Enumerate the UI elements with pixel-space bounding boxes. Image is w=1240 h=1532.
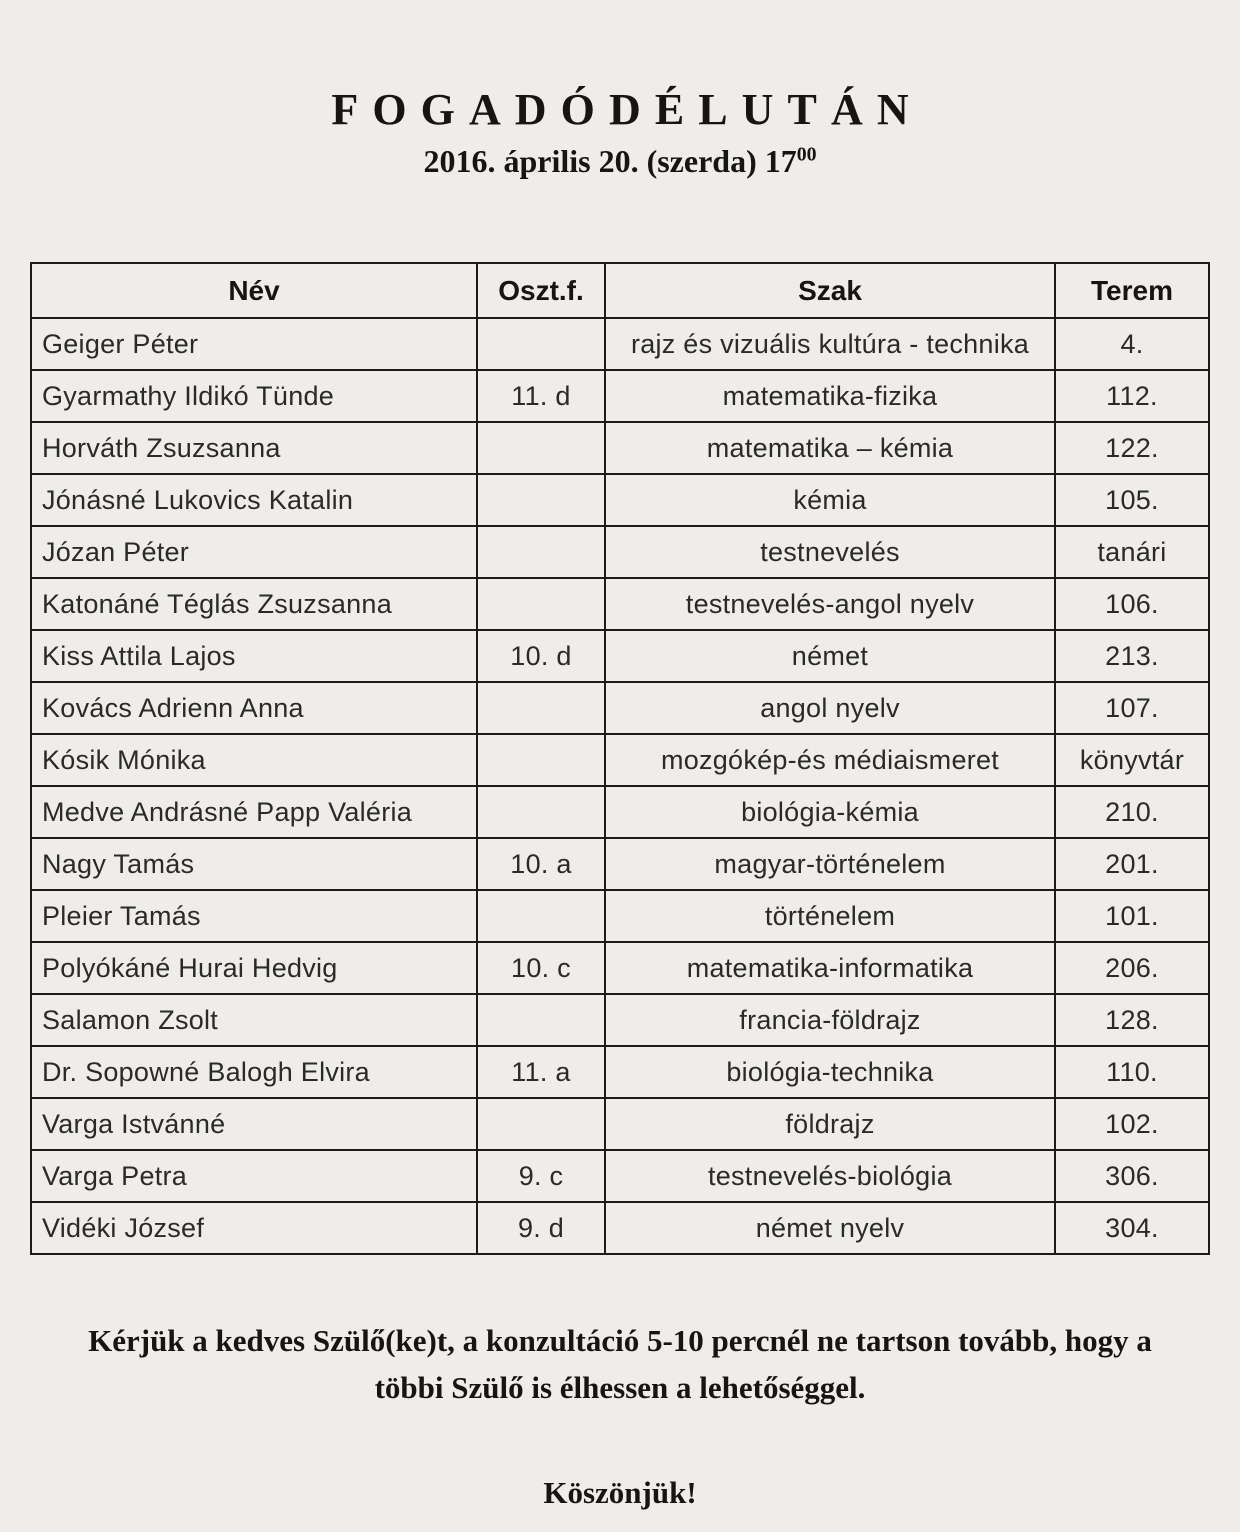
class-cell <box>477 890 605 942</box>
room-cell: 110. <box>1055 1046 1209 1098</box>
subject-cell: angol nyelv <box>605 682 1055 734</box>
class-cell <box>477 422 605 474</box>
class-cell: 11. a <box>477 1046 605 1098</box>
teacher-schedule-table <box>30 262 1210 1255</box>
class-cell: 9. c <box>477 1150 605 1202</box>
table-row <box>31 474 1209 526</box>
subject-cell: francia-földrajz <box>605 994 1055 1046</box>
event-date <box>0 143 1240 180</box>
column-header-subject: Szak <box>605 263 1055 318</box>
column-header-class: Oszt.f. <box>477 263 605 318</box>
event-date-text: 2016. április 20. (szerda) 17 <box>423 143 797 179</box>
class-cell <box>477 526 605 578</box>
table-row <box>31 318 1209 370</box>
table-row <box>31 734 1209 786</box>
room-cell: 122. <box>1055 422 1209 474</box>
teacher-name-cell: Gyarmathy Ildikó Tünde <box>31 370 477 422</box>
class-cell <box>477 682 605 734</box>
teacher-name-cell: Varga Istvánné <box>31 1098 477 1150</box>
subject-cell: kémia <box>605 474 1055 526</box>
teacher-name-cell: Kiss Attila Lajos <box>31 630 477 682</box>
class-cell: 10. a <box>477 838 605 890</box>
table-row <box>31 890 1209 942</box>
class-cell <box>477 734 605 786</box>
table-header <box>31 263 1209 318</box>
subject-cell: matematika – kémia <box>605 422 1055 474</box>
room-cell: 4. <box>1055 318 1209 370</box>
subject-cell: magyar-történelem <box>605 838 1055 890</box>
class-cell <box>477 474 605 526</box>
subject-cell: történelem <box>605 890 1055 942</box>
room-cell: 128. <box>1055 994 1209 1046</box>
table-row <box>31 994 1209 1046</box>
column-header-name: Név <box>31 263 477 318</box>
class-cell <box>477 1098 605 1150</box>
subject-cell: testnevelés <box>605 526 1055 578</box>
teacher-name-cell: Józan Péter <box>31 526 477 578</box>
subject-cell: testnevelés-angol nyelv <box>605 578 1055 630</box>
teacher-name-cell: Varga Petra <box>31 1150 477 1202</box>
teacher-name-cell: Horváth Zsuzsanna <box>31 422 477 474</box>
table-row <box>31 526 1209 578</box>
class-cell: 9. d <box>477 1202 605 1254</box>
room-cell: 201. <box>1055 838 1209 890</box>
class-cell <box>477 994 605 1046</box>
teacher-name-cell: Kósik Mónika <box>31 734 477 786</box>
thanks-text: Köszönjük! <box>543 1475 697 1510</box>
table-row <box>31 786 1209 838</box>
teacher-name-cell: Jónásné Lukovics Katalin <box>31 474 477 526</box>
teacher-name-cell: Vidéki József <box>31 1202 477 1254</box>
teacher-name-cell: Pleier Tamás <box>31 890 477 942</box>
table-row <box>31 422 1209 474</box>
table-row <box>31 630 1209 682</box>
column-header-room: Terem <box>1055 263 1209 318</box>
teacher-name-cell: Kovács Adrienn Anna <box>31 682 477 734</box>
room-cell: 101. <box>1055 890 1209 942</box>
room-cell: könyvtár <box>1055 734 1209 786</box>
class-cell <box>477 318 605 370</box>
room-cell: tanári <box>1055 526 1209 578</box>
table-row <box>31 1202 1209 1254</box>
teacher-name-cell: Polyókáné Hurai Hedvig <box>31 942 477 994</box>
teacher-name-cell: Katonáné Téglás Zsuzsanna <box>31 578 477 630</box>
room-cell: 105. <box>1055 474 1209 526</box>
subject-cell: biológia-kémia <box>605 786 1055 838</box>
table-row <box>31 1046 1209 1098</box>
room-cell: 304. <box>1055 1202 1209 1254</box>
room-cell: 213. <box>1055 630 1209 682</box>
table-row <box>31 682 1209 734</box>
room-cell: 210. <box>1055 786 1209 838</box>
event-date-superscript: 00 <box>796 143 817 166</box>
teacher-name-cell: Medve Andrásné Papp Valéria <box>31 786 477 838</box>
subject-cell: rajz és vizuális kultúra - technika <box>605 318 1055 370</box>
table-row <box>31 942 1209 994</box>
teacher-name-cell: Dr. Sopowné Balogh Elvira <box>31 1046 477 1098</box>
subject-cell: földrajz <box>605 1098 1055 1150</box>
room-cell: 112. <box>1055 370 1209 422</box>
subject-cell: német <box>605 630 1055 682</box>
class-cell: 11. d <box>477 370 605 422</box>
room-cell: 107. <box>1055 682 1209 734</box>
table-header-row <box>31 263 1209 318</box>
page-title: FOGADÓDÉLUTÁN <box>331 85 923 134</box>
table-row <box>31 838 1209 890</box>
teacher-name-cell: Geiger Péter <box>31 318 477 370</box>
subject-cell: mozgókép-és médiaismeret <box>605 734 1055 786</box>
class-cell <box>477 578 605 630</box>
room-cell: 106. <box>1055 578 1209 630</box>
teacher-name-cell: Salamon Zsolt <box>31 994 477 1046</box>
document-header <box>0 0 1240 180</box>
table-row <box>31 578 1209 630</box>
room-cell: 306. <box>1055 1150 1209 1202</box>
table-row <box>31 1098 1209 1150</box>
table-body <box>31 318 1209 1254</box>
subject-cell: matematika-fizika <box>605 370 1055 422</box>
teacher-name-cell: Nagy Tamás <box>31 838 477 890</box>
class-cell: 10. c <box>477 942 605 994</box>
subject-cell: testnevelés-biológia <box>605 1150 1055 1202</box>
document-footer <box>0 1318 1240 1511</box>
room-cell: 102. <box>1055 1098 1209 1150</box>
class-cell: 10. d <box>477 630 605 682</box>
subject-cell: német nyelv <box>605 1202 1055 1254</box>
consultation-note: Kérjük a kedves Szülő(ke)t, a konzultáció 5-10 percnél ne tartson tovább, hogy a többi Szülő is élhessen a lehetőséggel. <box>88 1323 1152 1405</box>
table-row <box>31 370 1209 422</box>
table-row <box>31 1150 1209 1202</box>
room-cell: 206. <box>1055 942 1209 994</box>
subject-cell: matematika-informatika <box>605 942 1055 994</box>
subject-cell: biológia-technika <box>605 1046 1055 1098</box>
class-cell <box>477 786 605 838</box>
